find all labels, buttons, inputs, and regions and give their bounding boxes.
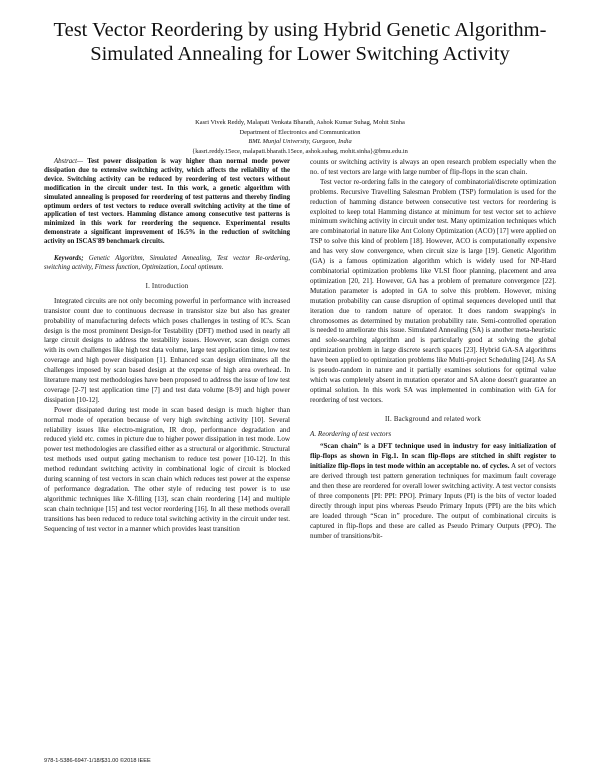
intro-paragraph-1: Integrated circuits are not only becoming powerful in performance with increased transistor count due to continuous decrease in transistor size but also has greater probability of manufacturing defects which poses challenges in testing of IC's. Scan design is the most prominent Design-for Testability (DFT) method used in nearly all large circuit designs to address the testability issues. However, scan design comes with its own challenges like high test data volume, large test application time, low test coverage and high power dissipation [1]. Enhanced scan design eliminates all the challenges imposed by scan based design at the expense of high area overhead. In literature many test methodologies have been proposed to address the issue of low test coverage [2-7] test application time [7] and test data volume [8-9] and high power dissipation [10-12]. — [44, 296, 290, 404]
copyright-footer: 978-1-5386-6947-1/18/$31.00 ©2018 IEEE — [44, 758, 151, 764]
right-column — [310, 158, 556, 542]
author-names: Kasri Vivek Reddy, Malapati Venkata Bharath, Ashok Kumar Suhag, Mohit Sinha — [195, 119, 405, 126]
background-paragraph-text: A set of vectors are derived through test pattern generation techniques for maximum fault coverage and then these are reordered for overall lower switching activity. A test vector consists of three components [PI: PPI: PPO]. Primary Inputs (PI) is the bits of vector loaded directly through input pins whereas Pseudo Primary Inputs (PPI) are the bits which are loaded through “Scan in” procedure. The output of combinational circuits is captured in flip-flops and these are called as Pseudo Primary Outputs (PPO). The number of transitions/bit- — [310, 462, 556, 540]
paper-title: Test Vector Reordering by using Hybrid Genetic Algorithm-Simulated Annealing for Lower Switching Activity — [53, 19, 547, 65]
author-department: Department of Electronics and Communication — [239, 128, 361, 136]
abstract-label: Abstract— — [54, 158, 84, 165]
keywords — [44, 255, 290, 273]
scan-chain-emphasis: “Scan chain” is a DFT technique used in industry for easy initialization of flip-flops as shown in Fig.1. In scan flip-flops are stitched in shift register to initialize flip-flops in test mode within an acceptable no. of cycles. — [310, 442, 556, 471]
abstract-text: Test power dissipation is way higher than normal mode power dissipation due to extensive switching activity, which affects the reliability of the device. Switching activity can be reduced by reordering of test vectors without modification in the circuit under test. In this work, a genetic algorithm with simulated annealing is proposed for reordering of test patterns and thereby finding optimum orders of test vectors to reduce overall switching activity at the time of application of test vectors. Hamming distance among consecutive test patterns is minimized in this work for reordering the sequence. Experimental results demonstrate a significant improvement of 16.5% in the reduction of switching activity on ISCAS'89 benchmark circuits. — [44, 158, 291, 246]
author-affiliation: BML Munjal University, Gurgaon, India — [248, 138, 352, 145]
abstract — [44, 158, 290, 247]
right-paragraph-0: counts or switching activity is always an open research problem especially when the no. of test vectors are large with large number of flip-flops in the scan chain. — [310, 158, 556, 176]
keywords-label: Keywords; — [54, 255, 84, 263]
subsection-heading-reordering: A. Reordering of test vectors — [310, 429, 392, 438]
background-paragraph-1 — [310, 442, 556, 541]
author-emails: {kasri.reddy.15ece, malapati.bharath.15ece, ashok.suhag, mohit.sinha}@bmu.edu.in — [192, 147, 408, 155]
intro-paragraph-2: Power dissipated during test mode in scan based design is much higher than normal mode of operation because of very high switching activity [10]. Several reliability issues like electro-migration, IR drop, performance degradation and reduced yield etc. comes in picture due to higher power dissipation in test mode. Low power test methodologies are classified either as a structural or algorithmic. Structural test methods used output gating mechanism to reduce test power [10-12]. In this method redundant switching activity in combinational logic of circuit is blocked during scanning of test vectors in scan chain which reduces test power at the expense of performance degradation. The other style of reducing test power is to use algorithmic techniques like X-filling [13], scan chain reordering [14] and multiple scan chain technique [15] and test vector reordering [16]. In all these methods overall transitions has been reduced to reduce total switching activity in the circuit under test. Sequencing of test vector in a manner which provides least transition — [44, 405, 290, 533]
right-paragraph-1: Test vector re-ordering falls in the category of combinatorial/discrete optimization problems. Recursive Travelling Salesman Problem (TSP) formulation is used for the reduction of hamming distance between consecutive test vectors for reordering is exploited to keep total Hamming distance at minimum for test vector set to achieve minimum switching activity in circuit under test. Many optimization techniques which are combinatorial in nature like Ant Colony Optimization (ACO) [17] were applied on TSP to solve this kind of problem [18]. However, ACO is computationally expensive and has very slow convergence, when circuit size is large [19]. Genetic Algorithm (GA) is a famous optimization algorithm which is widely used for NP-Hard combinatorial optimization problems like VLSI floor planning, placement and area optimization [20, 21]. However, GA has a problem of premature convergence [22]. Mutation parameter is adopted in GA to solve this problem. However, mixing mutation probability can cause disruption of optimal sequences developed until that iteration due to random nature of operator. It does random swapping's in chromosomes as determined by mutation probability rate. Semi-controlled operation is needed to ameliorate this issue. Simulated Annealing (SA) is another meta-heuristic and sole-searching algorithm and is particularly good at solving the global optimization problem in large discrete search spaces [23]. Hybrid GA-SA algorithms have been applied to optimization problems like Multi-project Scheduling [24]. As SA is pseudo-random in nature and it partially examines solutions for optimal value which was completely absent in mutation operator and SA alone doesn't guarantee an optimal solution. In this work SA was implemented in combination with GA for reordering of test vectors. — [310, 177, 556, 404]
section-heading-introduction: I. Introduction — [145, 282, 189, 290]
author-block — [60, 118, 540, 156]
left-column — [44, 158, 290, 535]
section-heading-background: II. Background and related work — [385, 415, 481, 423]
keywords-text: Genetic Algorithm, Simulated Annealing, Test vector Re-ordering, switching activity, Fitness function, Optimization, Local optimum. — [44, 255, 291, 271]
